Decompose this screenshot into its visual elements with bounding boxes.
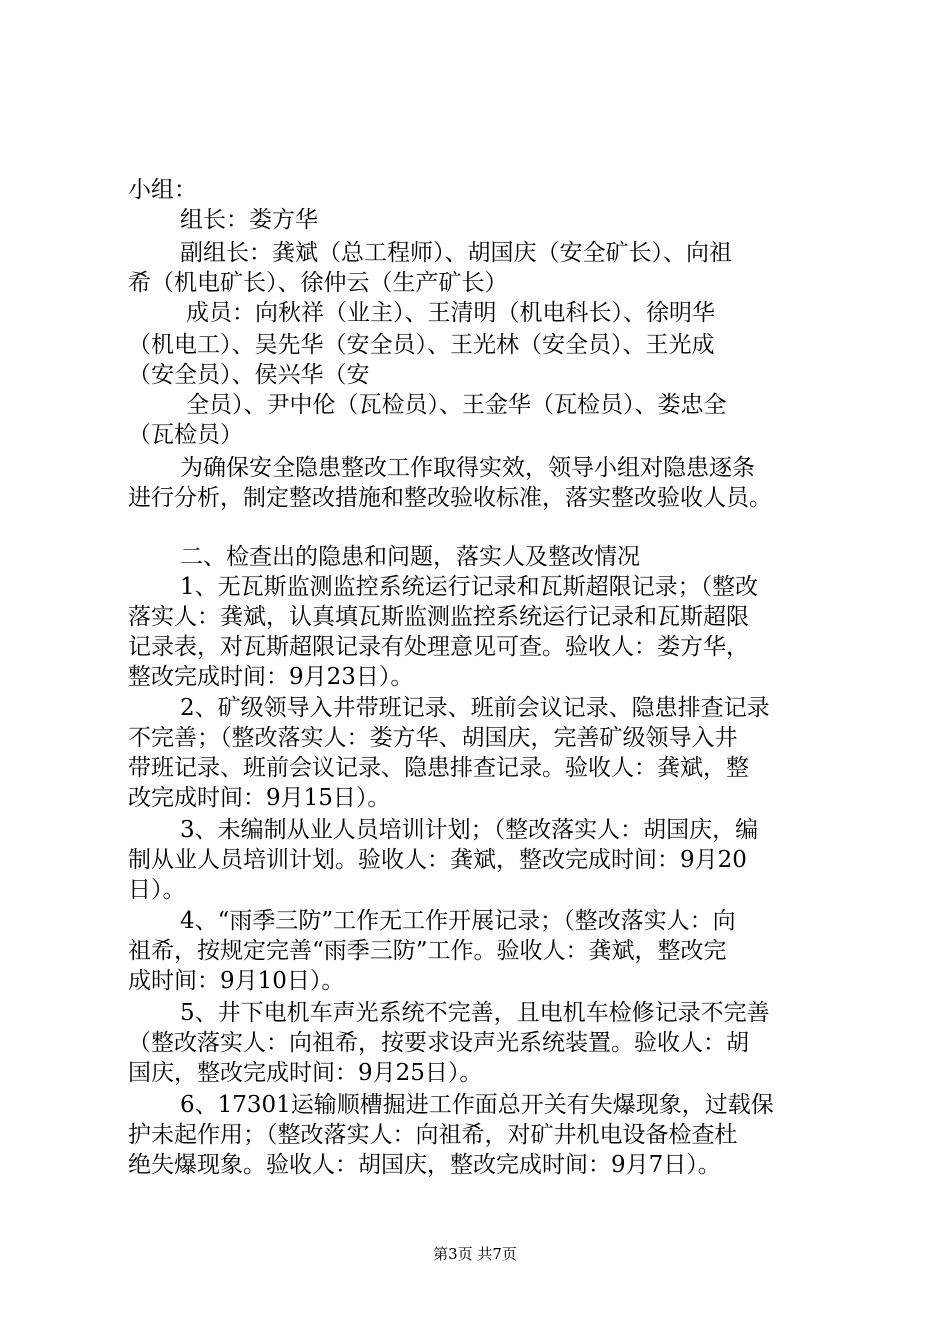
text-line: （安全员）、侯兴华（安: [128, 362, 370, 388]
text-line: 成时间：9月10日）。: [128, 968, 345, 994]
text-line: 全员）、尹中伦（瓦检员）、王金华（瓦检员）、娄忠全: [186, 392, 727, 418]
text-line: 不完善；（整改落实人：娄方华、胡国庆，完善矿级领导入井: [128, 725, 738, 751]
text-line: （瓦检员）: [128, 422, 243, 448]
text-line: 为确保安全隐患整改工作取得实效，领导小组对隐患逐条: [180, 455, 755, 481]
text-line: 制从业人员培训计划。验收人：龚斌，整改完成时间：9月20: [128, 847, 747, 873]
text-line: 护未起作用；（整改落实人：向祖希，对矿井机电设备检查杜: [128, 1122, 738, 1148]
text-line: 整改完成时间：9月23日）。: [128, 664, 414, 690]
text-line: 副组长：龚斌（总工程师）、胡国庆（安全矿长）、向祖: [180, 240, 732, 266]
text-line: 6、17301运输顺槽掘进工作面总开关有失爆现象，过载保: [180, 1092, 774, 1118]
text-line: 祖希，按规定完善“雨季三防”工作。验收人：龚斌，整改完: [128, 938, 727, 964]
text-line: 5、井下电机车声光系统不完善，且电机车检修记录不完善: [180, 1000, 770, 1026]
text-line: 2、矿级领导入井带班记录、班前会议记录、隐患排查记录: [180, 695, 770, 721]
text-line: （整改落实人：向祖希，按要求设声光系统装置。验收人：胡: [128, 1030, 749, 1056]
text-line: 4、“雨季三防”工作无工作开展记录；（整改落实人：向: [180, 908, 736, 934]
page-number: 第3页 共7页: [433, 1245, 517, 1263]
text-line: 绝失爆现象。验收人：胡国庆，整改完成时间：9月7日）。: [128, 1152, 721, 1178]
text-line: 进行分析，制定整改措施和整改验收标准，落实整改验收人员。: [128, 485, 772, 511]
section-heading: 二、检查出的隐患和问题，落实人及整改情况: [180, 544, 640, 570]
text-line: 国庆，整改完成时间：9月25日）。: [128, 1060, 483, 1086]
text-line: （机电工）、吴先华（安全员）、王光林（安全员）、王光成: [128, 332, 715, 358]
text-line: 带班记录、班前会议记录、隐患排查记录。验收人：龚斌，整: [128, 755, 749, 781]
text-line: 成员：向秋祥（业主）、王清明（机电科长）、徐明华: [186, 300, 715, 326]
text-line: 组长：娄方华: [180, 207, 318, 233]
text-line: 改完成时间：9月15日）。: [128, 785, 391, 811]
text-line: 希（机电矿长）、徐仲云（生产矿长）: [128, 270, 508, 296]
text-line: 记录表，对瓦斯超限记录有处理意见可查。验收人：娄方华，: [128, 634, 749, 660]
text-line: 1、无瓦斯监测监控系统运行记录和瓦斯超限记录；（整改: [180, 574, 759, 600]
text-line: 落实人：龚斌，认真填瓦斯监测监控系统运行记录和瓦斯超限: [128, 604, 749, 630]
text-line: 3、未编制从业人员培训计划；（整改落实人：胡国庆，编: [180, 817, 759, 843]
text-line: 小组：: [128, 177, 197, 203]
text-line: 日）。: [128, 877, 186, 903]
